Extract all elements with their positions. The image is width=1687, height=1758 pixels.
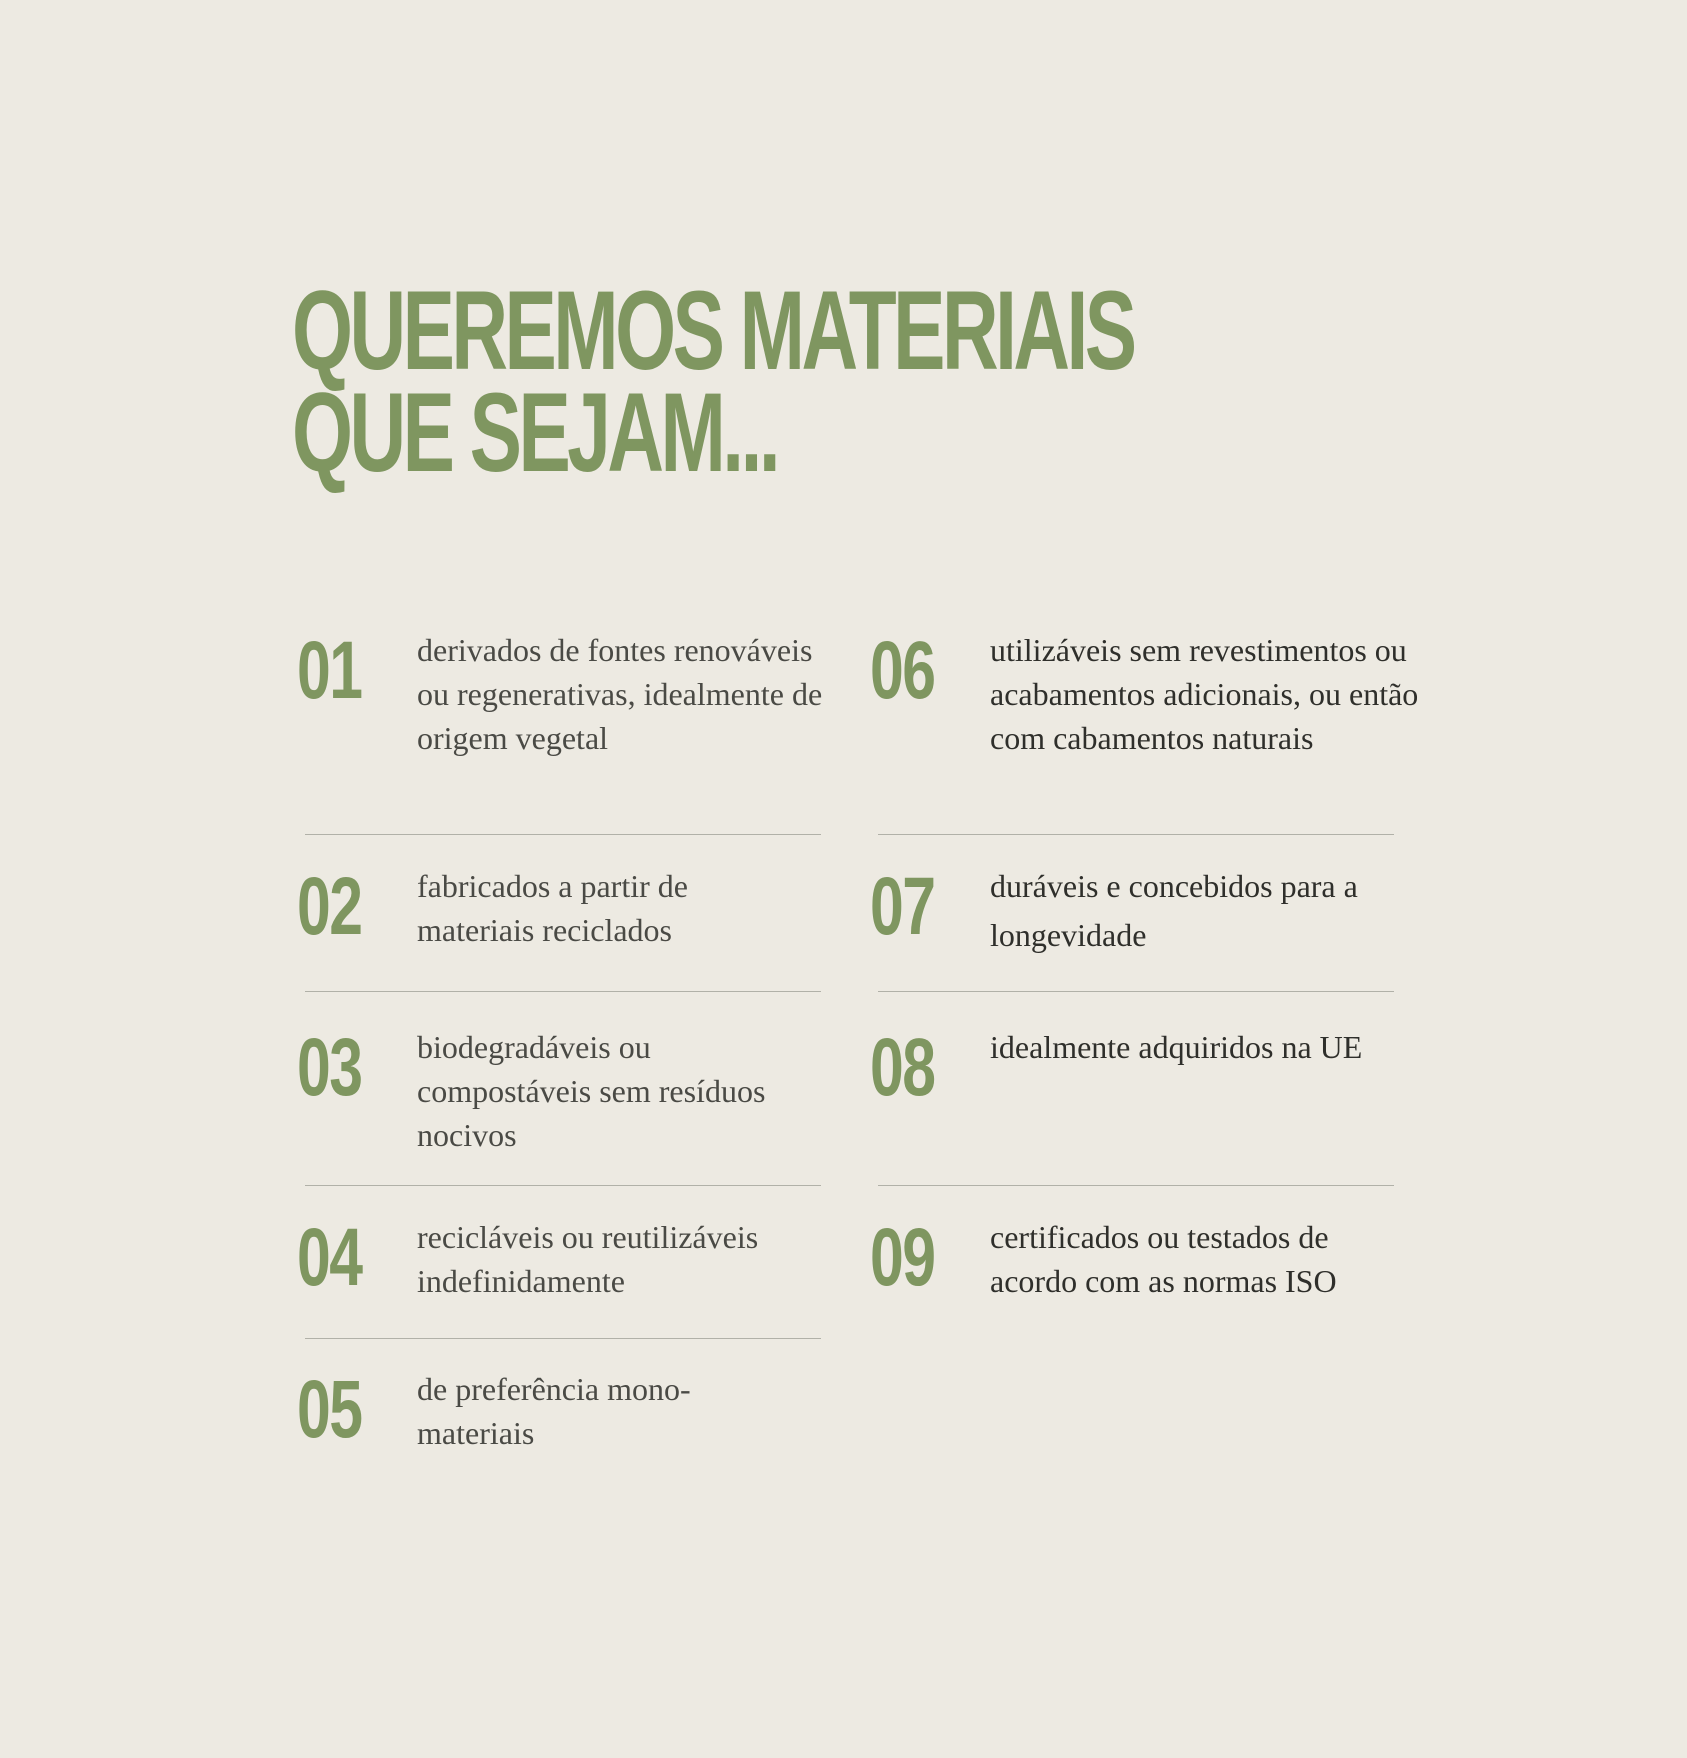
page-title-line-1: QUEREMOS MATERIAIS [292, 268, 1134, 393]
item-text: de preferência mono-materiais [417, 1371, 691, 1451]
list-item-02 [297, 856, 757, 952]
item-number: 07 [870, 861, 935, 952]
item-number: 05 [297, 1364, 362, 1455]
divider [305, 991, 821, 992]
item-text: recicláveis ou reutilizáveis indefinidamente [417, 1219, 759, 1299]
item-text: biodegradáveis ou compostáveis sem resíduos nocivos [417, 1029, 766, 1153]
item-number: 01 [297, 625, 362, 716]
list-item-01 [297, 620, 837, 760]
divider [305, 1185, 821, 1186]
list-item-08 [870, 1017, 1380, 1113]
list-item-04 [297, 1207, 817, 1303]
page-title-line-2: QUE SEJAM... [292, 370, 778, 495]
list-item-07 [870, 856, 1410, 960]
divider [878, 1185, 1394, 1186]
page-title [292, 268, 1134, 495]
divider [305, 834, 821, 835]
list-item-03 [297, 1017, 827, 1157]
item-number: 02 [297, 861, 362, 952]
item-text: fabricados a partir de materiais reciclados [417, 868, 688, 948]
item-number: 04 [297, 1212, 362, 1303]
item-number: 03 [297, 1022, 362, 1113]
item-number: 08 [870, 1022, 935, 1113]
divider [878, 991, 1394, 992]
divider [305, 1338, 821, 1339]
item-text: certificados ou testados de acordo com as normas ISO [990, 1219, 1337, 1299]
list-item-05 [297, 1359, 742, 1455]
item-text: derivados de fontes renováveis ou regenerativas, idealmente de origem vegetal [417, 632, 823, 756]
item-number: 09 [870, 1212, 935, 1303]
item-number: 06 [870, 625, 935, 716]
divider [878, 834, 1394, 835]
list-item-09 [870, 1207, 1390, 1303]
item-text: utilizáveis sem revestimentos ou acabamentos adicionais, ou então com cabamentos naturais [990, 632, 1419, 756]
item-text: duráveis e concebidos para a longevidade [990, 868, 1358, 953]
item-text: idealmente adquiridos na UE [990, 1029, 1363, 1065]
list-item-06 [870, 620, 1420, 760]
